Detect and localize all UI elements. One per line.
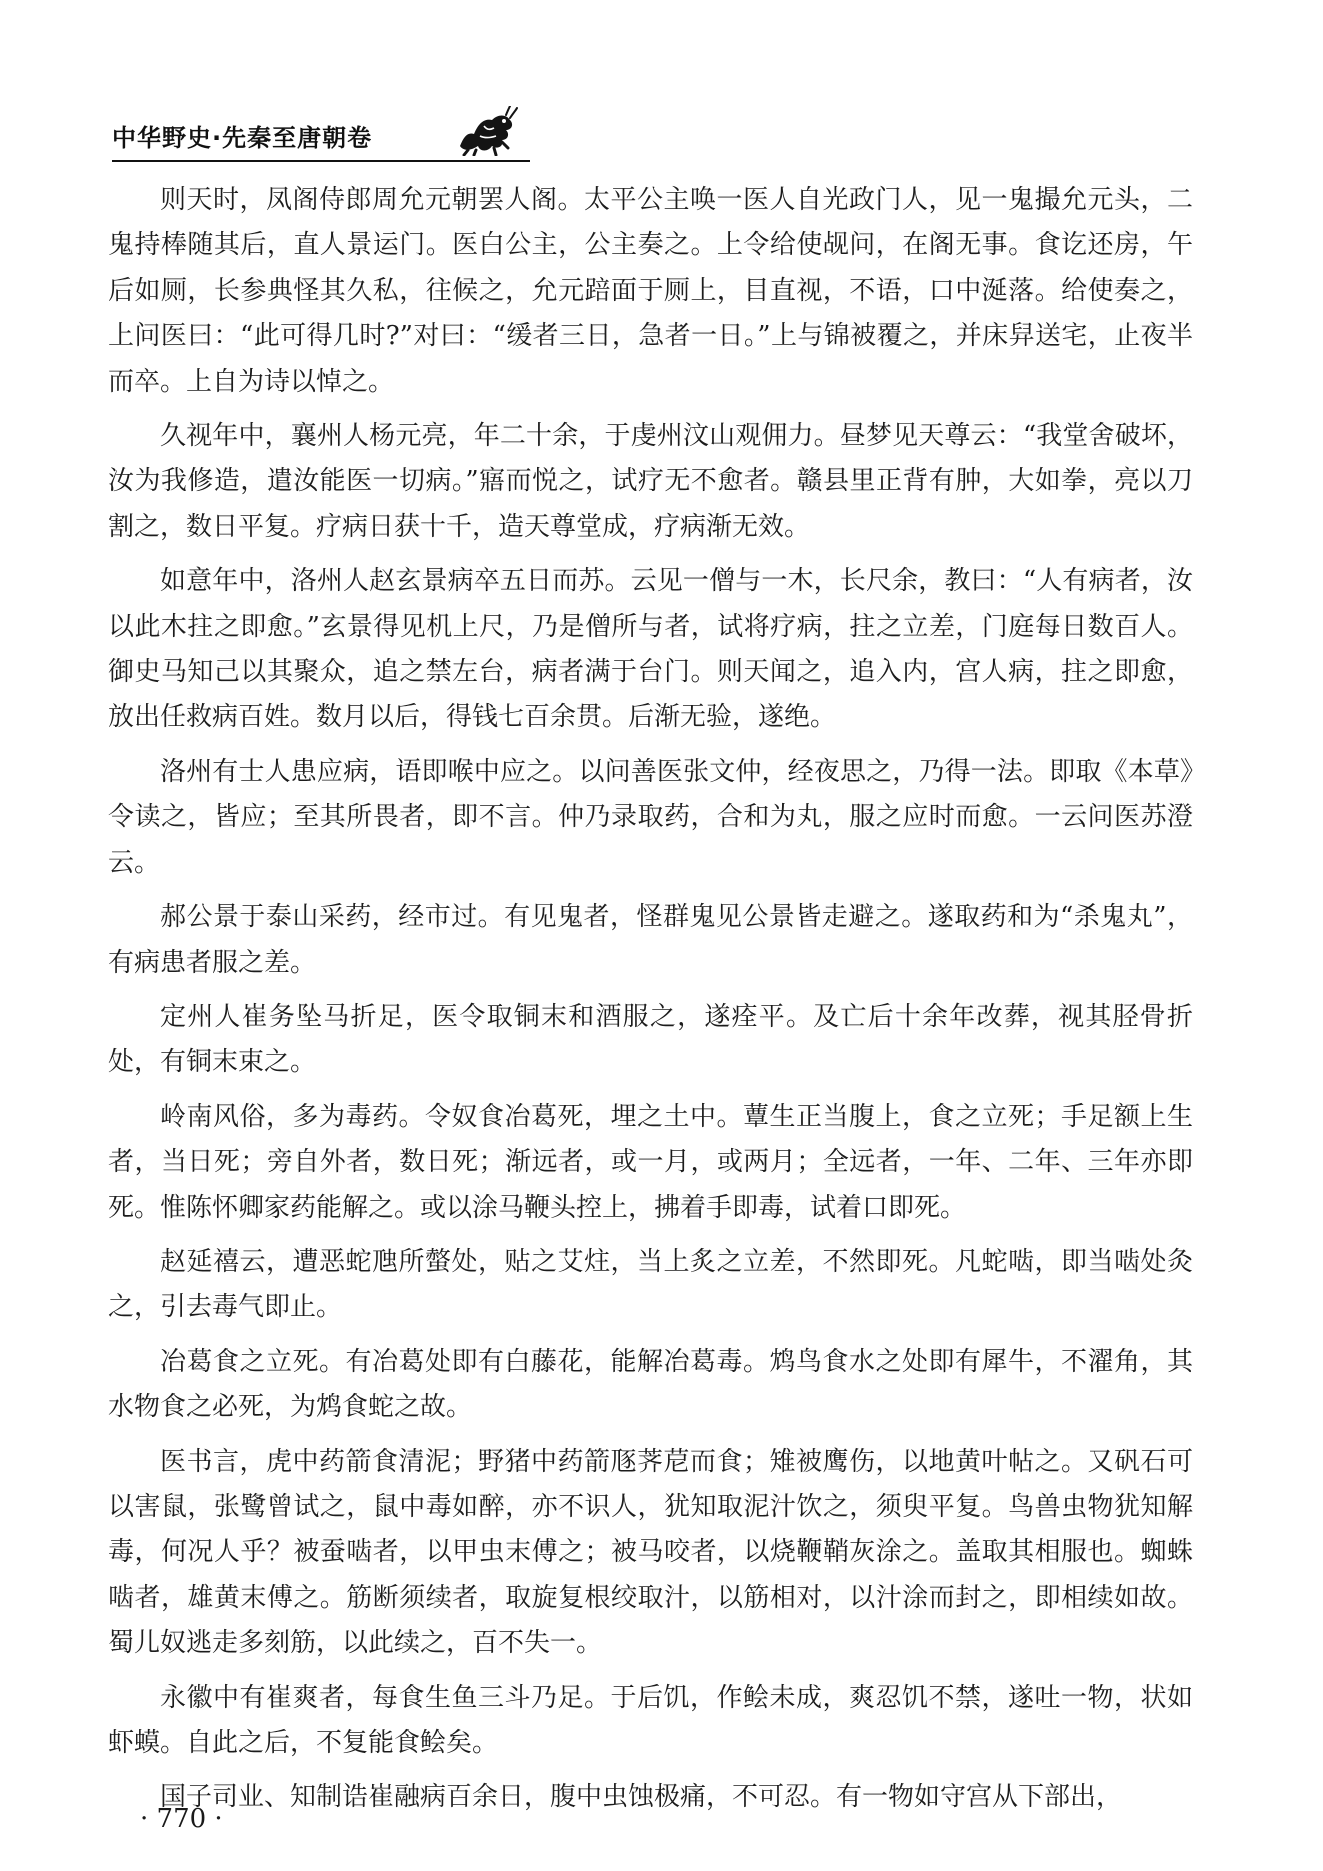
paragraph: 岭南风俗，多为毒药。令奴食冶葛死，埋之土中。蕈生正当腹上，食之立死；手足额上生者，当日死；旁自外者，数日死；渐远者，或一月，或两月；全远者，一年、二年、三年亦即死。惟陈怀卿家药能解之。或以涂马鞭头控上，拂着手即毒，试着口即死。 bbox=[108, 1101, 1193, 1223]
paragraph: 永徽中有崔爽者，每食生鱼三斗乃足。于后饥，作鲙未成，爽忍饥不禁，遂吐一物，状如虾蟆。自此之后，不复能食鲙矣。 bbox=[108, 1682, 1193, 1758]
book-title: 中华野史·先秦至唐朝卷 bbox=[112, 124, 373, 152]
paragraph: 定州人崔务坠马折足，医令取铜末和酒服之，遂痊平。及亡后十余年改葬，视其胫骨折处，有铜末束之。 bbox=[108, 1001, 1193, 1078]
dragon-icon bbox=[454, 106, 518, 156]
paragraph: 赵延禧云，遭恶蛇虺所螫处，贴之艾炷，当上炙之立差，不然即死。凡蛇啮，即当啮处灸之，引去毒气即止。 bbox=[108, 1246, 1193, 1323]
body-text bbox=[108, 178, 1193, 1830]
paragraph: 久视年中，襄州人杨元亮，年二十余，于虔州汶山观佣力。昼梦见天尊云：“我堂舍破坏，汝为我修造，遣汝能医一切病。”寤而悦之，试疗无不愈者。赣县里正背有肿，大如拳，亮以刀割之，数日平复。疗病日获十千，造天尊堂成，疗病渐无效。 bbox=[108, 421, 1193, 542]
paragraph: 则天时，凤阁侍郎周允元朝罢人阁。太平公主唤一医人自光政门人，见一鬼撮允元头，二鬼持棒随其后，直人景运门。医白公主，公主奏之。上令给使觇问，在阁无事。食讫还房，午后如厕，长参典怪其久私，往候之，允元踣面于厕上，目直视，不语，口中涎落。给使奏之，上问医曰：“此可得几时?”对曰：“缓者三日，急者一日。”上与锦被覆之，并床舁送宅，止夜半而卒。上自为诗以悼之。 bbox=[108, 185, 1193, 397]
paragraph: 医书言，虎中药箭食清泥；野猪中药箭豗荠苨而食；雉被鹰伤，以地黄叶帖之。又矾石可以害鼠，张鹭曾试之，鼠中毒如醉，亦不识人，犹知取泥汁饮之，须臾平复。鸟兽虫物犹知解毒，何况人乎？被蚕啮者，以甲虫末傅之；被马咬者，以烧鞭鞘灰涂之。盖取其相服也。蜘蛛啮者，雄黄末傅之。筋断须续者，取旋复根绞取汁，以筋相对，以汁涂而封之，即相续如故。蜀儿奴逃走多刻筋，以此续之，百不失一。 bbox=[108, 1446, 1193, 1659]
paragraph: 国子司业、知制诰崔融病百余日，腹中虫蚀极痛，不可忍。有一物如守宫从下部出， bbox=[160, 1782, 1123, 1813]
page-number: · 770 · bbox=[140, 1804, 223, 1834]
running-header bbox=[112, 108, 532, 160]
paragraph: 洛州有士人患应病，语即喉中应之。以问善医张文仲，经夜思之，乃得一法。即取《本草》令读之，皆应；至其所畏者，即不言。仲乃录取药，合和为丸，服之应时而愈。一云问医苏澄云。 bbox=[108, 756, 1193, 878]
header-rule bbox=[112, 160, 530, 162]
paragraph: 郝公景于泰山采药，经市过。有见鬼者，怪群鬼见公景皆走避之。遂取药和为“杀鬼丸”，有病患者服之差。 bbox=[108, 902, 1193, 978]
paragraph: 如意年中，洛州人赵玄景病卒五日而苏。云见一僧与一木，长尺余，教曰：“人有病者，汝以此木拄之即愈。”玄景得见机上尺，乃是僧所与者，试将疗病，拄之立差，门庭每日数百人。御史马知己以其聚众，追之禁左台，病者满于台门。则天闻之，追入内，宫人病，拄之即愈，放出任救病百姓。数月以后，得钱七百余贯。后渐无验，遂绝。 bbox=[108, 566, 1193, 733]
paragraph: 冶葛食之立死。有冶葛处即有白藤花，能解冶葛毒。鸩鸟食水之处即有犀牛，不濯角，其水物食之必死，为鸩食蛇之故。 bbox=[108, 1346, 1193, 1423]
